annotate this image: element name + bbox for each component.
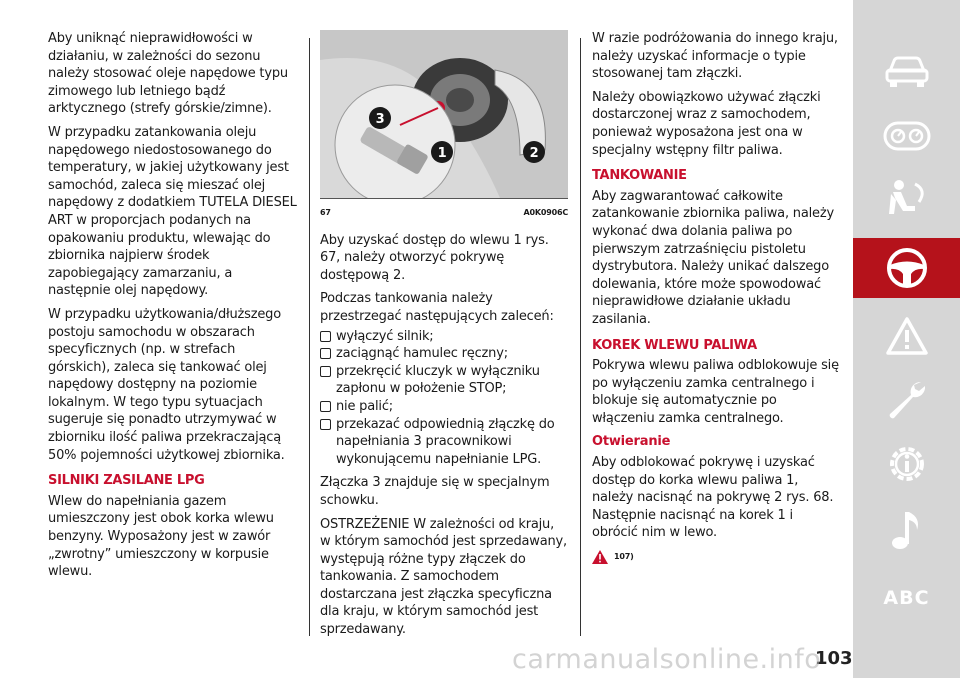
text-column-2: [320, 30, 568, 645]
watermark: carmanualsonline.info: [512, 644, 822, 675]
checkbox-bullet-icon: [320, 419, 331, 430]
column-divider: [580, 38, 581, 636]
list-item: zaciągnąć hamulec ręczny;: [320, 345, 568, 363]
sidebar-item-index[interactable]: [853, 568, 960, 628]
sidebar-item-safety[interactable]: [853, 168, 960, 228]
sidebar-item-technical-data[interactable]: [853, 434, 960, 494]
paragraph: Pokrywa wlewu paliwa odblokowuje się po wyłączeniu zamka centralnego i blokuje się automatycznie po włączeniu zamka centralnego.: [592, 358, 839, 426]
paragraph: Należy obowiązkowo używać złączki dostarczonej wraz z samochodem, ponieważ wyposażona jest ona w specjalny wstępny filtr paliwa.: [592, 89, 821, 158]
warning-triangle-icon: [592, 550, 608, 564]
checkbox-bullet-icon: [320, 348, 331, 359]
checkbox-bullet-icon: [320, 401, 331, 412]
section-heading-tankowanie: TANKOWANIE: [592, 168, 687, 184]
sidebar-item-driving[interactable]: [853, 238, 960, 298]
paragraph: Złączka 3 znajduje się w specjalnym schowku.: [320, 475, 550, 508]
sidebar-item-multimedia[interactable]: [853, 500, 960, 560]
list-item: wyłączyć silnik;: [320, 328, 568, 346]
callout-1: [431, 141, 453, 163]
checkbox-bullet-icon: [320, 366, 331, 377]
music-note-icon: [887, 508, 927, 552]
paragraph: Aby zagwarantować całkowite zatankowanie zbiornika paliwa, należy wykonać dwa dolania paliwa po pierwszym zatrzaśnięciu pistoletu dystrybutora. Należy unikać dalszego dolewania, które może spowodować nieprawidłowe działanie układu zasilania.: [592, 188, 834, 327]
page-number: 103: [815, 648, 853, 669]
sidebar-item-warnings[interactable]: [853, 306, 960, 366]
fuel-filler-illustration: [320, 30, 568, 198]
paragraph: Aby uniknąć nieprawidłowości w działaniu, w zależności do sezonu należy stosować oleje napędowe typu zimowego lub letniego bądź arktycznego (strefy górskie/zimne).: [48, 31, 288, 117]
svg-text:1: 1: [437, 146, 447, 161]
subheading-otwieranie: Otwieranie: [592, 434, 671, 450]
figure-number: 67: [320, 208, 331, 217]
callout-2: [523, 141, 545, 163]
svg-text:2: 2: [529, 146, 539, 161]
paragraph: Aby uzyskać dostęp do wlewu 1 rys. 67, należy otworzyć pokrywę dostępową 2.: [320, 232, 549, 283]
steering-wheel-icon: [885, 246, 929, 290]
sidebar-item-car[interactable]: [853, 42, 960, 102]
seat-airbag-icon: [885, 178, 929, 218]
svg-text:3: 3: [375, 112, 385, 127]
paragraph: Wlew do napełniania gazem umieszczony jest obok korka wlewu benzyny. Wyposażony jest w zawór „zwrotny” umieszczony w korpusie wlewu.: [48, 493, 274, 580]
paragraph: W razie podróżowania do innego kraju, należy uzyskać informacje o typie stosowanej tam złączki.: [592, 31, 838, 82]
figure-fuel-filler: [320, 30, 568, 199]
sidebar-item-maintenance[interactable]: [853, 370, 960, 430]
dashboard-gauges-icon: [883, 121, 931, 151]
paragraph: Aby odblokować pokrywę i uzyskać dostęp do korka wlewu paliwa 1, należy nacisnąć na pokrywę 2 rys. 68. Następnie nacisnąć na korek 1 i obrócić nim w lewo.: [592, 455, 834, 541]
abc-index-label: ABC: [883, 587, 930, 609]
paragraph: W przypadku zatankowania oleju napędowego niedostosowanego do temperatury, w jakiej użytkowany jest samochód, zaleca się mieszać olej napędowy z dodatkiem TUTELA DIESEL ART w proporcjach podanych na opakowaniu produktu, wlewając do zbiornika najpierw środek zapobiegający zamarzaniu, a następnie olej napędowy.: [48, 124, 297, 299]
chapter-sidebar: [853, 0, 960, 678]
warning-ref-number: 107): [614, 552, 634, 562]
text-column-1: [48, 30, 298, 587]
paragraph: W przypadku użytkowania/dłuższego postoju samochodu w obszarach specyficznych (np. w strefach górskich), zaleca się tankować olej napędowy dostępny na poziomie lokalnym. W tego typu sytuacjach sugeruje się ponadto utrzymywać w zbiorniku ilość paliwa przekraczającą 50% pojemności użytkowej zbiornika.: [48, 306, 285, 463]
section-heading-lpg: SILNIKI ZASILANE LPG: [48, 473, 205, 489]
wrench-icon: [885, 378, 929, 422]
figure-caption: [320, 204, 568, 222]
warning-reference: [592, 548, 842, 566]
gear-info-icon: [884, 441, 930, 487]
car-icon: [884, 55, 930, 89]
text-column-3: [592, 30, 842, 566]
column-divider: [309, 38, 310, 636]
warning-triangle-icon: [885, 316, 929, 356]
callout-3: [369, 107, 391, 129]
list-item: przekręcić kluczyk w wyłączniku zapłonu w położenie STOP;: [320, 363, 568, 398]
paragraph: OSTRZEŻENIE W zależności od kraju, w którym samochód jest sprzedawany, występują różne typy złączek do tankowania. Z samochodem dostarczana jest złączka specyficzna dla kraju, w którym samochód jest sprzedawany.: [320, 516, 567, 638]
sidebar-item-dashboard[interactable]: [853, 106, 960, 166]
paragraph: Podczas tankowania należy przestrzegać następujących zaleceń:: [320, 291, 554, 324]
section-heading-korek: KOREK WLEWU PALIWA: [592, 337, 757, 353]
checkbox-bullet-icon: [320, 331, 331, 342]
figure-code: A0K0906C: [523, 208, 568, 217]
list-item: nie palić;: [320, 398, 568, 416]
list-item: przekazać odpowiednią złączkę do napełniania 3 pracownikowi wykonującemu napełnianie LPG.: [320, 416, 568, 469]
